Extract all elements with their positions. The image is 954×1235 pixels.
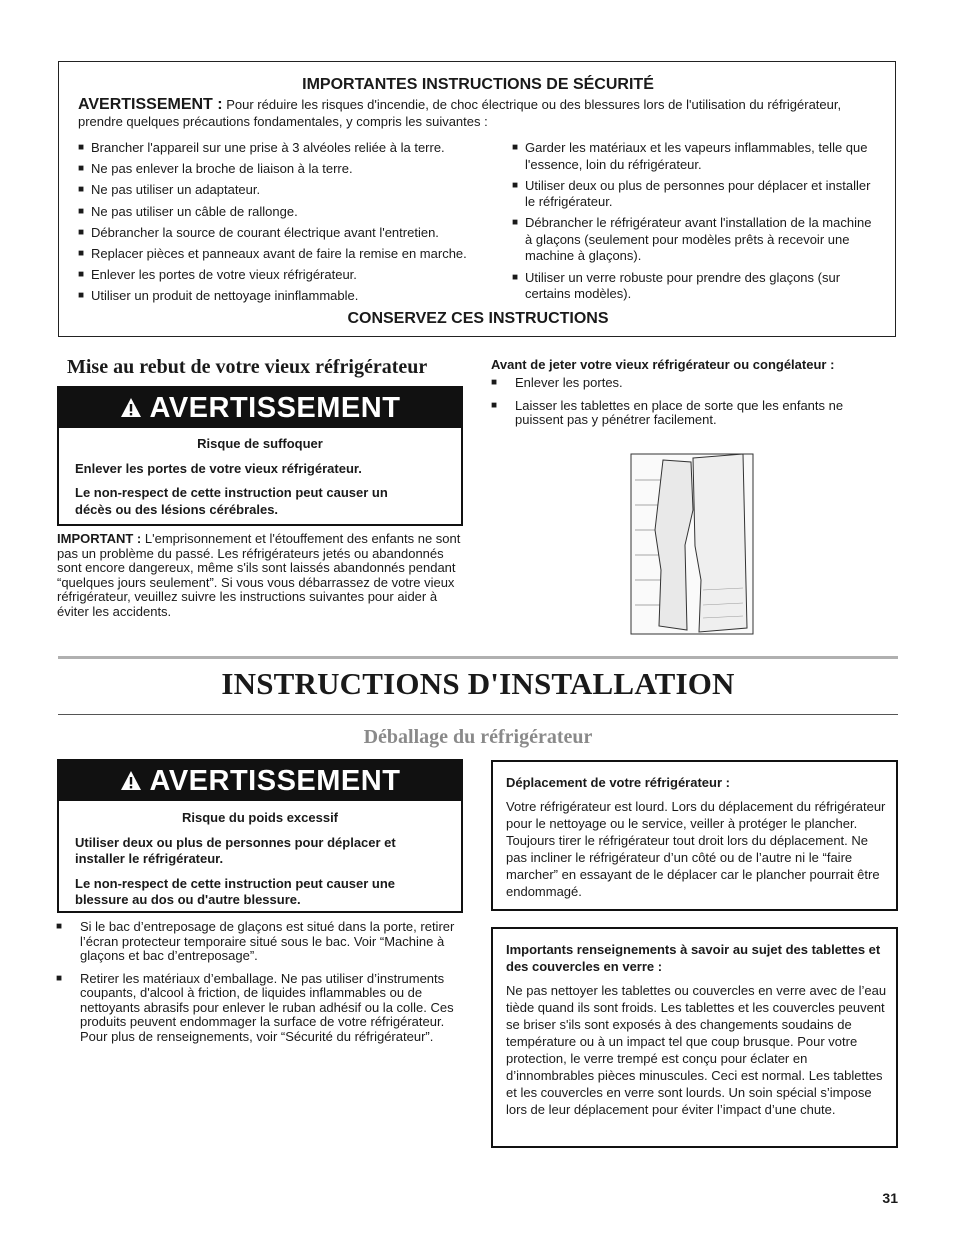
warning-header xyxy=(59,761,461,801)
safety-left-list xyxy=(78,140,508,310)
keep-instructions: CONSERVEZ CES INSTRUCTIONS xyxy=(347,310,609,327)
list-item: ■ Utiliser un verre robuste pour prendre des glaçons (sur certains modèles). xyxy=(512,270,877,303)
list-item: ■ Débrancher le réfrigérateur avant l'installation de la machine à glaçons (seulement pour modèles prêts à recevoir une machine à glaçons). xyxy=(512,215,877,265)
list-item: ■ Utiliser un produit de nettoyage ininflammable. xyxy=(78,288,508,305)
safety-title: IMPORTANTES INSTRUCTIONS DE SÉCURITÉ xyxy=(302,76,654,93)
safety-warning-text: Pour réduire les risques d'incendie, de choc électrique ou des blessures lors de l'utilisation du réfrigérateur, prendre quelques précautions fondamentales, y compris les suivantes : xyxy=(78,97,842,129)
warning-consequence: Le non-respect de cette instruction peut causer un décès ou des lésions cérébrales. xyxy=(75,485,388,517)
warning-header xyxy=(59,388,461,428)
section-divider-top xyxy=(58,656,898,659)
warning-action: Utiliser deux ou plus de personnes pour déplacer et installer le réfrigérateur. xyxy=(75,834,396,866)
refrigerator-illustration xyxy=(625,450,760,640)
list-item: ■ Brancher l'appareil sur une prise à 3 alvéoles reliée à la terre. xyxy=(78,140,508,157)
glass-text: Ne pas nettoyer les tablettes ou couvercles en verre avec de l’eau tiède quand ils sont froids. Les tablettes et les couvercles peuvent se briser s'ils sont exposés à des changements soudains de température ou à un impact tel que coup brusque. Pour votre protection, le verre trempé est conçu pour éclater en d’innombrables pièces minuscules. Ceci est normal. Les tablettes et les couvercles en verre sont lourds. Un soin spécial s’impose lors de leur déplacement pour éviter l’impact d’une chute. xyxy=(506,983,887,1117)
list-item: ■ Ne pas utiliser un adaptateur. xyxy=(78,182,508,199)
disposal-warning-box xyxy=(57,386,463,526)
moving-text: Votre réfrigérateur est lourd. Lors du déplacement du réfrigérateur pour le nettoyage ou le service, veiller à protéger le plancher. Toujours tirer le réfrigérateur tout droit lors du déplacement. Ne pas incliner le réfrigérateur d’un côté ou de l’autre ni le “faire marcher” en essayant de le déplacer car le plancher pourrait être endommagé. xyxy=(506,799,886,899)
before-list xyxy=(491,376,891,436)
install-warning-box xyxy=(57,759,463,913)
important-label: IMPORTANT : xyxy=(57,531,142,546)
list-item: ■ Retirer les matériaux d’emballage. Ne pas utiliser d’instruments coupants, d'alcool à friction, de liquides inflammables ou de nettoyants abrasifs pour enlever le ruban adhésif ou la colle. Ces produits peuvent endommager la surface de votre réfrigérateur. Pour plus de renseignements, voir “Sécurité du réfrigérateur”. xyxy=(56,972,461,1045)
warning-risk: Risque de suffoquer xyxy=(197,436,323,451)
warning-risk: Risque du poids excessif xyxy=(181,810,339,825)
warning-header-label: AVERTISSEMENT xyxy=(149,764,401,797)
warning-consequence: Le non-respect de cette instruction peut causer une blessure au dos ou d'autre blessure. xyxy=(75,875,396,907)
safety-warning-label: AVERTISSEMENT : xyxy=(78,96,223,113)
glass-info-box xyxy=(491,927,898,1148)
list-item: ■ Enlever les portes. xyxy=(491,376,891,391)
list-item: ■ Si le bac d’entreposage de glaçons est situé dans la porte, retirer l’écran protecteur temporaire situé sous le bac. Voir “Machine à glaçons et bac d’entreposage”. xyxy=(56,920,461,964)
warning-header-label: AVERTISSEMENT xyxy=(149,391,401,424)
page-number: 31 xyxy=(882,1190,898,1206)
safety-right-list xyxy=(512,140,877,307)
list-item: ■ Replacer pièces et panneaux avant de faire la remise en marche. xyxy=(78,246,508,263)
list-item: ■ Ne pas enlever la broche de liaison à la terre. xyxy=(78,161,508,178)
warning-action: Enlever les portes de votre vieux réfrigérateur. xyxy=(75,460,362,476)
warning-triangle-icon xyxy=(120,397,142,419)
list-item: ■ Enlever les portes de votre vieux réfrigérateur. xyxy=(78,267,508,284)
moving-heading: Déplacement de votre réfrigérateur : xyxy=(506,775,730,790)
disposal-heading: Mise au rebut de votre vieux réfrigérateur xyxy=(67,356,428,378)
unpack-list xyxy=(56,920,461,1052)
install-title: INSTRUCTIONS D'INSTALLATION xyxy=(221,666,735,701)
before-heading: Avant de jeter votre vieux réfrigérateur ou congélateur : xyxy=(491,357,835,372)
list-item: ■ Ne pas utiliser un câble de rallonge. xyxy=(78,204,508,221)
list-item: ■ Garder les matériaux et les vapeurs inflammables, telle que l'essence, loin du réfrigérateur. xyxy=(512,140,877,173)
warning-body xyxy=(59,801,461,909)
warning-triangle-icon xyxy=(120,770,142,792)
glass-heading: Importants renseignements à savoir au sujet des tablettes et des couvercles en verre : xyxy=(506,942,881,974)
section-divider-bottom xyxy=(58,714,898,715)
list-item: ■ Utiliser deux ou plus de personnes pour déplacer et installer le réfrigérateur. xyxy=(512,178,877,211)
warning-body xyxy=(59,428,461,518)
list-item: ■ Laisser les tablettes en place de sorte que les enfants ne puissent pas y pénétrer facilement. xyxy=(491,399,891,428)
safety-instructions-box xyxy=(58,61,896,337)
important-text: L'emprisonnement et l'étouffement des enfants ne sont pas un problème du passé. Les réfrigérateurs jetés ou abandonnés sont encore dangereux, même s'ils sont laissés abandonnés pendant “quelques jours seulement”. Si vous vous débarrassez de votre vieux réfrigérateur, veuillez suivre les instructions suivantes pour aider à éviter les accidents. xyxy=(57,531,461,619)
moving-info-box xyxy=(491,760,898,911)
safety-warning-line xyxy=(78,96,868,130)
list-item: ■ Débrancher la source de courant électrique avant l'entretien. xyxy=(78,225,508,242)
install-subtitle: Déballage du réfrigérateur xyxy=(363,726,593,748)
important-paragraph xyxy=(57,532,465,619)
